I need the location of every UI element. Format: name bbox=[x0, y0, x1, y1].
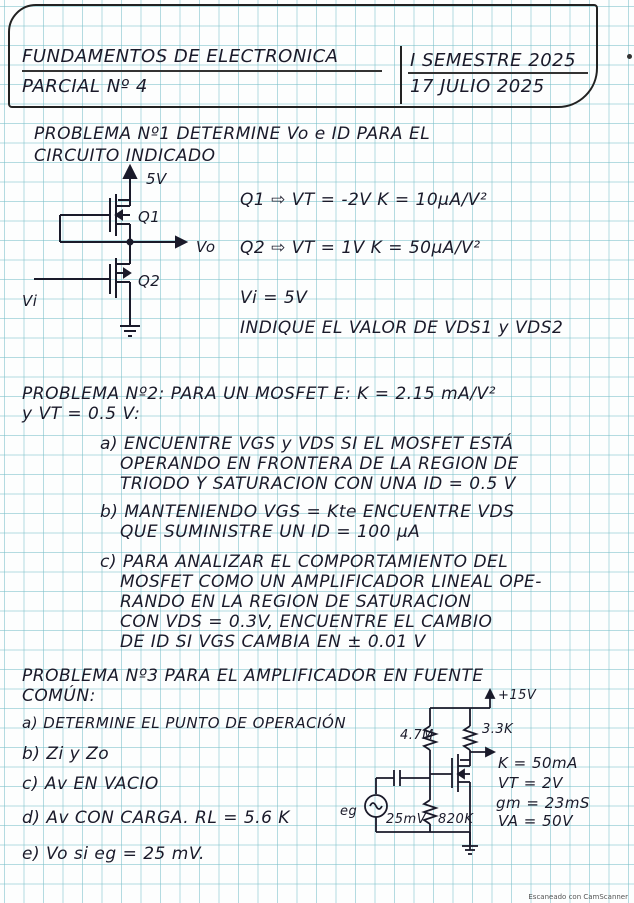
problem2-title-line1: PROBLEMA Nº2: PARA UN MOSFET E: K = 2.15 mA/V² bbox=[22, 384, 496, 404]
semester-text: I SEMESTRE 2025 bbox=[410, 50, 577, 71]
p3-item-e: e) Vo si eg = 25 mV. bbox=[22, 844, 205, 864]
p3-r2-label: 3.3K bbox=[482, 722, 514, 737]
p1-vo-label: Vo bbox=[196, 238, 216, 256]
p3-r1-label: 4.7M bbox=[400, 728, 434, 743]
p1-q2-params: Q2 ⇨ VT = 1V K = 50μA/V² bbox=[240, 238, 481, 258]
p1-q1-params: Q1 ⇨ VT = -2V K = 10μA/V² bbox=[240, 190, 488, 210]
scanner-watermark: Escaneado con CamScanner bbox=[528, 893, 628, 901]
margin-dot bbox=[627, 54, 632, 59]
p2-a-line2: OPERANDO EN FRONTERA DE LA REGION DE bbox=[120, 454, 519, 474]
p2-c-line3: RANDO EN LA REGION DE SATURACION bbox=[120, 592, 472, 612]
problem3-title-line2: COMÚN: bbox=[22, 686, 96, 706]
p1-instruction: INDIQUE EL VALOR DE VDS1 y VDS2 bbox=[240, 318, 564, 338]
p3-item-b: b) Zi y Zo bbox=[22, 744, 110, 764]
p2-b-line2: QUE SUMINISTRE UN ID = 100 μA bbox=[120, 522, 421, 542]
date-text: 17 JULIO 2025 bbox=[410, 76, 545, 97]
exam-title: PARCIAL Nº 4 bbox=[22, 76, 148, 97]
problem1-title-line2: CIRCUITO INDICADO bbox=[34, 146, 216, 166]
p2-c-line4: CON VDS = 0.3V, ENCUENTRE EL CAMBIO bbox=[120, 612, 493, 632]
p3-va-value: VA = 50V bbox=[498, 812, 573, 830]
p2-c-line5: DE ID SI VGS CAMBIA EN ± 0.01 V bbox=[120, 632, 426, 652]
problem3-amplifier-circuit bbox=[360, 690, 510, 860]
p2-b-line1: b) MANTENIENDO VGS = Kte ENCUENTRE VDS bbox=[100, 502, 515, 522]
p3-vt-value: VT = 2V bbox=[498, 774, 563, 792]
p1-q1-label: Q1 bbox=[138, 208, 161, 226]
p3-item-a: a) DETERMINE EL PUNTO DE OPERACIÓN bbox=[22, 714, 347, 732]
p3-r3-label: 820K bbox=[438, 812, 474, 827]
p2-a-line1: a) ENCUENTRE VGS y VDS SI EL MOSFET ESTÁ bbox=[100, 434, 514, 454]
p3-source-label: eg bbox=[340, 804, 358, 819]
course-title: FUNDAMENTOS DE ELECTRONICA bbox=[22, 46, 339, 67]
problem2-title-line2: y VT = 0.5 V: bbox=[22, 404, 141, 424]
p3-item-c: c) Av EN VACIO bbox=[22, 774, 159, 794]
course-underline bbox=[22, 70, 382, 72]
p3-supply-label: +15V bbox=[498, 688, 537, 703]
problem1-title-line1: PROBLEMA Nº1 DETERMINE Vo e ID PARA EL bbox=[34, 124, 431, 144]
p1-q2-label: Q2 bbox=[138, 272, 161, 290]
p2-c-line1: c) PARA ANALIZAR EL COMPORTAMIENTO DEL bbox=[100, 552, 509, 572]
p1-vi-label: Vi bbox=[22, 292, 38, 310]
p3-gm-value: gm = 23mS bbox=[496, 794, 590, 812]
p2-c-line2: MOSFET COMO UN AMPLIFICADOR LINEAL OPE- bbox=[120, 572, 542, 592]
p2-a-line3: TRIODO Y SATURACION CON UNA ID = 0.5 V bbox=[120, 474, 516, 494]
header-divider bbox=[400, 46, 402, 104]
problem3-title-line1: PROBLEMA Nº3 PARA EL AMPLIFICADOR EN FUENTE bbox=[22, 666, 484, 686]
p3-k-value: K = 50mA bbox=[498, 754, 578, 772]
semester-underline bbox=[408, 72, 588, 74]
p1-supply-label: 5V bbox=[146, 170, 167, 188]
p3-source-value: 25mV bbox=[386, 812, 427, 827]
p3-item-d: d) Av CON CARGA. RL = 5.6 K bbox=[22, 808, 290, 828]
p1-vi-value: Vi = 5V bbox=[240, 288, 308, 308]
